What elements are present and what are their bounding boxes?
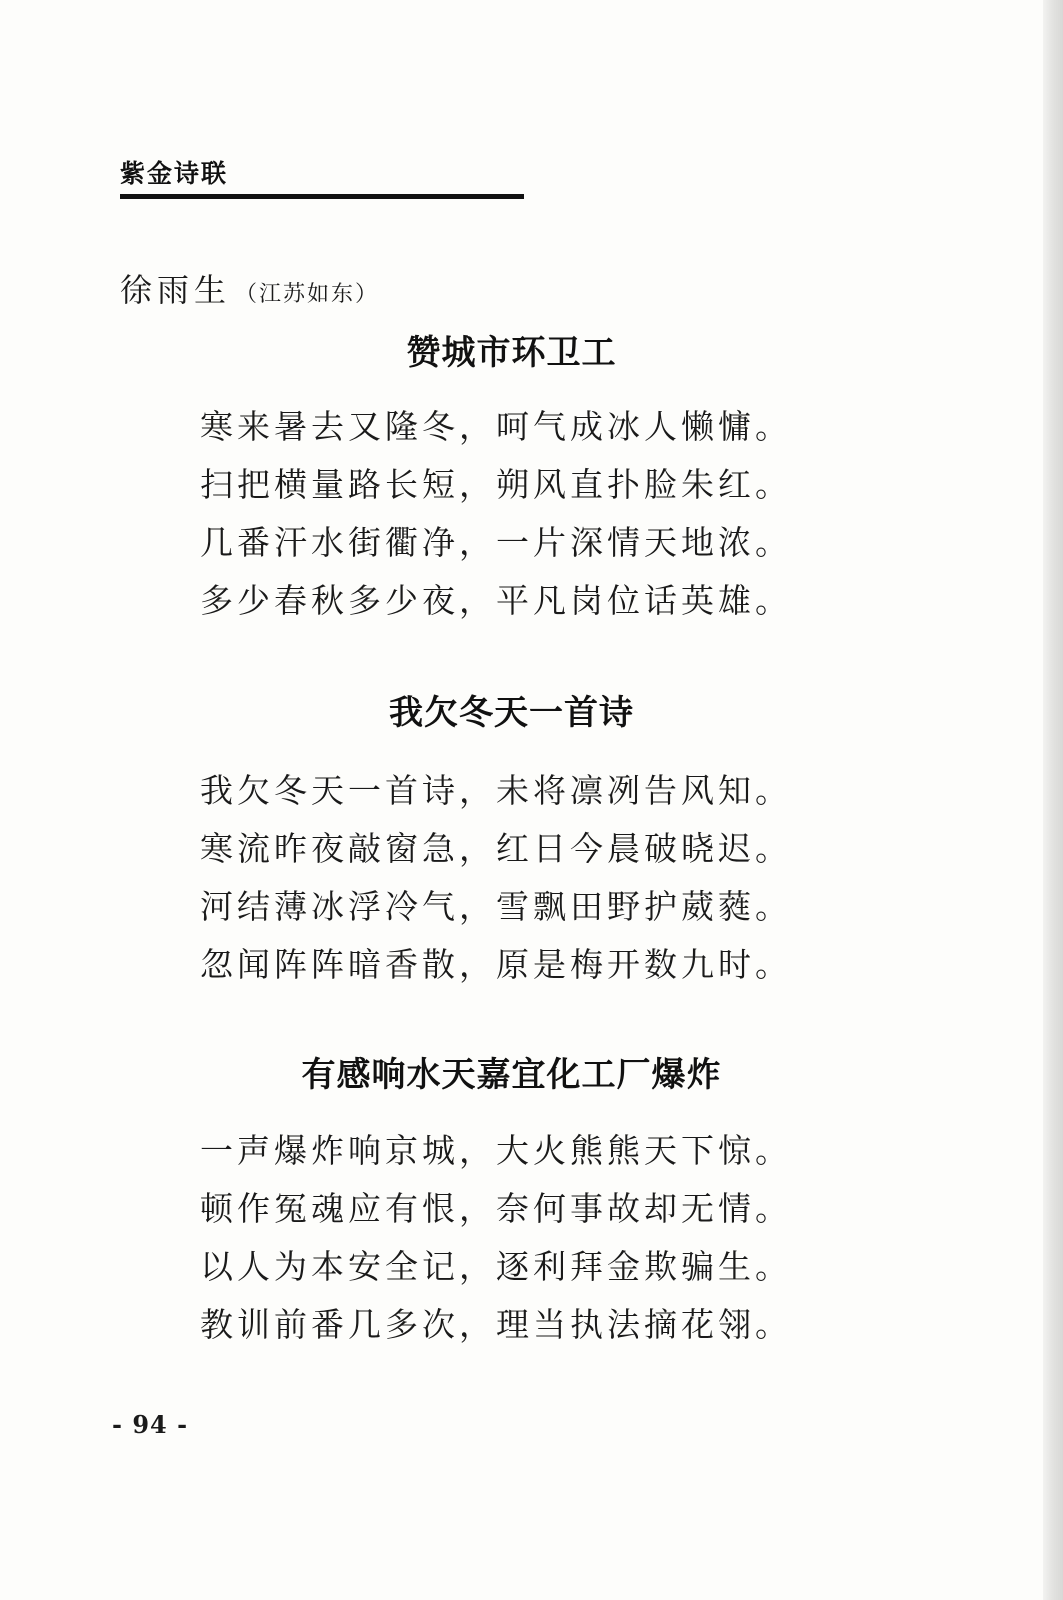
page-number: - 94 - xyxy=(112,1410,189,1439)
running-header xyxy=(120,158,524,199)
poem-line: 寒流昨夜敲窗急，红日今晨破晓迟。 xyxy=(200,829,792,868)
journal-title: 紫金诗联 xyxy=(120,159,229,188)
poem-line: 多少春秋多少夜，平凡岗位话英雄。 xyxy=(200,581,792,620)
poem-line: 顿作冤魂应有恨，奈何事故却无情。 xyxy=(200,1189,792,1228)
poem-line: 几番汗水街衢净，一片深情天地浓。 xyxy=(200,523,792,562)
author-place: （江苏如东） xyxy=(235,282,380,307)
header-rule xyxy=(120,194,524,199)
poem-line: 以人为本安全记，逐利拜金欺骗生。 xyxy=(200,1247,792,1286)
poem-line: 教训前番几多次，理当执法摘花翎。 xyxy=(200,1305,792,1344)
poem-line: 扫把横量路长短，朔风直扑脸朱红。 xyxy=(200,465,792,504)
poem-body xyxy=(200,762,840,994)
poem-line: 寒来暑去又隆冬，呵气成冰人懒慵。 xyxy=(200,407,792,446)
author-name: 徐雨生 xyxy=(120,271,232,309)
poem-line: 我欠冬天一首诗，未将凛冽告风知。 xyxy=(200,771,792,810)
author-line xyxy=(120,268,379,317)
poem-body xyxy=(200,1122,840,1354)
poem-body xyxy=(200,398,840,630)
poem-title: 赞城市环卫工 xyxy=(406,333,617,373)
poem-title: 我欠冬天一首诗 xyxy=(389,693,634,733)
poem-line: 河结薄冰浮冷气，雪飘田野护葳蕤。 xyxy=(200,887,792,926)
poem-title: 有感响水天嘉宜化工厂爆炸 xyxy=(301,1055,722,1095)
page-edge-shadow xyxy=(1043,0,1063,1600)
poem-line: 忽闻阵阵暗香散，原是梅开数九时。 xyxy=(200,945,792,984)
poem-line: 一声爆炸响京城，大火熊熊天下惊。 xyxy=(200,1131,792,1170)
